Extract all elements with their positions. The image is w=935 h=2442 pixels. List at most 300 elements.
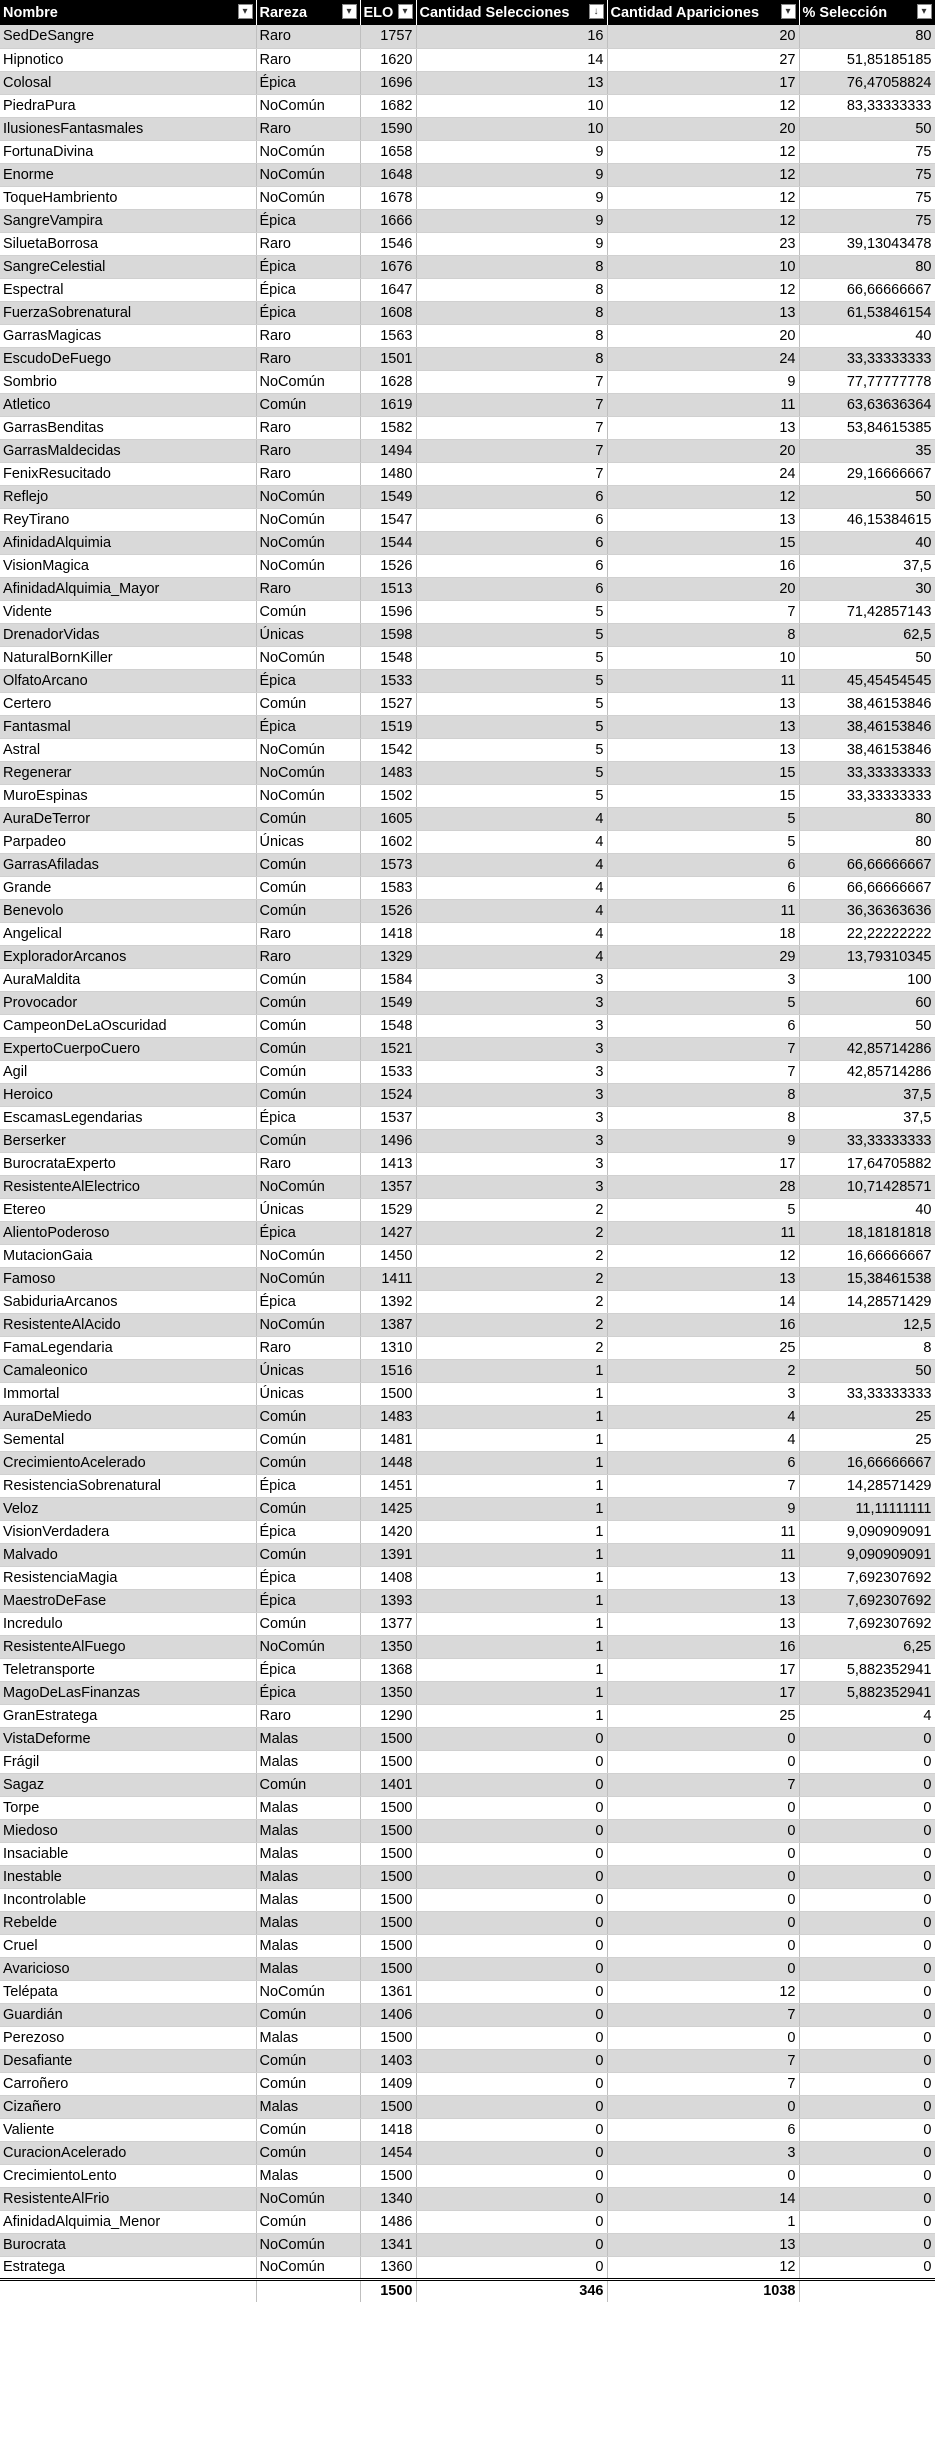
cell-porcentaje-seleccion[interactable]: 29,16666667 [799, 462, 935, 485]
cell-rareza[interactable]: Únicas [256, 1198, 360, 1221]
total-cantidad-apariciones[interactable]: 1038 [607, 2279, 799, 2302]
cell-nombre[interactable]: ExpertoCuerpoCuero [0, 1037, 256, 1060]
cell-cantidad-selecciones[interactable]: 4 [416, 899, 607, 922]
column-header-rareza[interactable] [256, 0, 360, 25]
cell-rareza[interactable]: Épica [256, 1658, 360, 1681]
cell-rareza[interactable]: Común [256, 2049, 360, 2072]
cell-cantidad-selecciones[interactable]: 0 [416, 1842, 607, 1865]
cell-porcentaje-seleccion[interactable]: 66,66666667 [799, 876, 935, 899]
cell-elo[interactable]: 1451 [360, 1474, 416, 1497]
cell-elo[interactable]: 1658 [360, 140, 416, 163]
cell-cantidad-apariciones[interactable]: 0 [607, 2026, 799, 2049]
cell-porcentaje-seleccion[interactable]: 0 [799, 2026, 935, 2049]
cell-porcentaje-seleccion[interactable]: 42,85714286 [799, 1037, 935, 1060]
cell-elo[interactable]: 1448 [360, 1451, 416, 1474]
cell-porcentaje-seleccion[interactable]: 0 [799, 2233, 935, 2256]
cell-elo[interactable]: 1500 [360, 1865, 416, 1888]
cell-cantidad-selecciones[interactable]: 8 [416, 301, 607, 324]
cell-elo[interactable]: 1516 [360, 1359, 416, 1382]
cell-rareza[interactable]: Épica [256, 669, 360, 692]
cell-cantidad-selecciones[interactable]: 5 [416, 623, 607, 646]
cell-cantidad-selecciones[interactable]: 4 [416, 922, 607, 945]
cell-nombre[interactable]: GarrasBenditas [0, 416, 256, 439]
cell-elo[interactable]: 1500 [360, 2095, 416, 2118]
cell-rareza[interactable]: Común [256, 2210, 360, 2233]
cell-cantidad-apariciones[interactable]: 8 [607, 1106, 799, 1129]
cell-porcentaje-seleccion[interactable]: 0 [799, 2256, 935, 2279]
total-porcentaje-seleccion[interactable] [799, 2279, 935, 2302]
cell-cantidad-apariciones[interactable]: 0 [607, 1842, 799, 1865]
cell-nombre[interactable]: Insaciable [0, 1842, 256, 1865]
cell-rareza[interactable]: Raro [256, 48, 360, 71]
cell-rareza[interactable]: Épica [256, 1474, 360, 1497]
cell-porcentaje-seleccion[interactable]: 38,46153846 [799, 715, 935, 738]
cell-porcentaje-seleccion[interactable]: 7,692307692 [799, 1566, 935, 1589]
cell-rareza[interactable]: Raro [256, 922, 360, 945]
cell-cantidad-apariciones[interactable]: 16 [607, 1635, 799, 1658]
cell-cantidad-apariciones[interactable]: 9 [607, 1129, 799, 1152]
cell-cantidad-selecciones[interactable]: 1 [416, 1589, 607, 1612]
cell-cantidad-apariciones[interactable]: 13 [607, 508, 799, 531]
cell-nombre[interactable]: NaturalBornKiller [0, 646, 256, 669]
cell-nombre[interactable]: Astral [0, 738, 256, 761]
cell-nombre[interactable]: Sagaz [0, 1773, 256, 1796]
cell-cantidad-selecciones[interactable]: 3 [416, 1060, 607, 1083]
cell-cantidad-selecciones[interactable]: 2 [416, 1221, 607, 1244]
cell-elo[interactable]: 1392 [360, 1290, 416, 1313]
cell-cantidad-apariciones[interactable]: 28 [607, 1175, 799, 1198]
cell-rareza[interactable]: Común [256, 968, 360, 991]
cell-nombre[interactable]: VisionVerdadera [0, 1520, 256, 1543]
cell-elo[interactable]: 1500 [360, 1842, 416, 1865]
cell-cantidad-apariciones[interactable]: 17 [607, 1658, 799, 1681]
cell-cantidad-selecciones[interactable]: 0 [416, 2187, 607, 2210]
cell-rareza[interactable]: Común [256, 2003, 360, 2026]
cell-rareza[interactable]: Épica [256, 209, 360, 232]
cell-cantidad-selecciones[interactable]: 1 [416, 1681, 607, 1704]
cell-nombre[interactable]: SiluetaBorrosa [0, 232, 256, 255]
cell-cantidad-apariciones[interactable]: 12 [607, 140, 799, 163]
filter-dropdown-icon[interactable]: ▾ [398, 4, 413, 19]
cell-elo[interactable]: 1401 [360, 1773, 416, 1796]
cell-porcentaje-seleccion[interactable]: 9,090909091 [799, 1543, 935, 1566]
cell-rareza[interactable]: Épica [256, 1221, 360, 1244]
cell-elo[interactable]: 1524 [360, 1083, 416, 1106]
cell-elo[interactable]: 1583 [360, 876, 416, 899]
cell-porcentaje-seleccion[interactable]: 7,692307692 [799, 1612, 935, 1635]
cell-cantidad-selecciones[interactable]: 3 [416, 1175, 607, 1198]
cell-rareza[interactable]: NoComún [256, 485, 360, 508]
cell-cantidad-apariciones[interactable]: 14 [607, 1290, 799, 1313]
cell-rareza[interactable]: NoComún [256, 1313, 360, 1336]
cell-elo[interactable]: 1647 [360, 278, 416, 301]
cell-porcentaje-seleccion[interactable]: 40 [799, 1198, 935, 1221]
cell-porcentaje-seleccion[interactable]: 33,33333333 [799, 1382, 935, 1405]
cell-nombre[interactable]: AlientoPoderoso [0, 1221, 256, 1244]
cell-cantidad-apariciones[interactable]: 13 [607, 1589, 799, 1612]
cell-elo[interactable]: 1409 [360, 2072, 416, 2095]
cell-rareza[interactable]: Común [256, 991, 360, 1014]
cell-porcentaje-seleccion[interactable]: 12,5 [799, 1313, 935, 1336]
cell-cantidad-selecciones[interactable]: 2 [416, 1267, 607, 1290]
cell-rareza[interactable]: NoComún [256, 1244, 360, 1267]
cell-porcentaje-seleccion[interactable]: 76,47058824 [799, 71, 935, 94]
cell-rareza[interactable]: Malas [256, 2026, 360, 2049]
cell-elo[interactable]: 1357 [360, 1175, 416, 1198]
cell-rareza[interactable]: Malas [256, 1888, 360, 1911]
cell-porcentaje-seleccion[interactable]: 37,5 [799, 1083, 935, 1106]
cell-rareza[interactable]: Raro [256, 117, 360, 140]
cell-cantidad-apariciones[interactable]: 20 [607, 25, 799, 48]
cell-cantidad-apariciones[interactable]: 11 [607, 393, 799, 416]
cell-elo[interactable]: 1368 [360, 1658, 416, 1681]
cell-cantidad-apariciones[interactable]: 0 [607, 1934, 799, 1957]
cell-rareza[interactable]: NoComún [256, 1980, 360, 2003]
cell-nombre[interactable]: Colosal [0, 71, 256, 94]
cell-rareza[interactable]: Únicas [256, 1359, 360, 1382]
cell-elo[interactable]: 1387 [360, 1313, 416, 1336]
cell-nombre[interactable]: MutacionGaia [0, 1244, 256, 1267]
cell-cantidad-selecciones[interactable]: 9 [416, 186, 607, 209]
cell-elo[interactable]: 1590 [360, 117, 416, 140]
cell-elo[interactable]: 1350 [360, 1681, 416, 1704]
cell-cantidad-apariciones[interactable]: 13 [607, 1612, 799, 1635]
cell-nombre[interactable]: FortunaDivina [0, 140, 256, 163]
cell-rareza[interactable]: Común [256, 393, 360, 416]
cell-rareza[interactable]: NoComún [256, 2187, 360, 2210]
cell-nombre[interactable]: Guardián [0, 2003, 256, 2026]
cell-cantidad-apariciones[interactable]: 11 [607, 1543, 799, 1566]
cell-nombre[interactable]: CrecimientoAcelerado [0, 1451, 256, 1474]
total-rareza[interactable] [256, 2279, 360, 2302]
cell-cantidad-selecciones[interactable]: 1 [416, 1566, 607, 1589]
cell-cantidad-selecciones[interactable]: 2 [416, 1198, 607, 1221]
cell-elo[interactable]: 1519 [360, 715, 416, 738]
cell-nombre[interactable]: Benevolo [0, 899, 256, 922]
cell-elo[interactable]: 1605 [360, 807, 416, 830]
cell-rareza[interactable]: NoComún [256, 140, 360, 163]
cell-elo[interactable]: 1361 [360, 1980, 416, 2003]
cell-porcentaje-seleccion[interactable]: 71,42857143 [799, 600, 935, 623]
cell-cantidad-selecciones[interactable]: 0 [416, 1888, 607, 1911]
cell-cantidad-selecciones[interactable]: 1 [416, 1382, 607, 1405]
cell-cantidad-selecciones[interactable]: 1 [416, 1520, 607, 1543]
cell-rareza[interactable]: Común [256, 1083, 360, 1106]
cell-cantidad-selecciones[interactable]: 5 [416, 738, 607, 761]
cell-cantidad-selecciones[interactable]: 8 [416, 278, 607, 301]
cell-rareza[interactable]: Épica [256, 278, 360, 301]
cell-nombre[interactable]: Fantasmal [0, 715, 256, 738]
cell-elo[interactable]: 1619 [360, 393, 416, 416]
cell-elo[interactable]: 1513 [360, 577, 416, 600]
cell-cantidad-selecciones[interactable]: 1 [416, 1474, 607, 1497]
cell-cantidad-selecciones[interactable]: 0 [416, 1934, 607, 1957]
cell-cantidad-apariciones[interactable]: 6 [607, 2118, 799, 2141]
cell-elo[interactable]: 1547 [360, 508, 416, 531]
cell-porcentaje-seleccion[interactable]: 80 [799, 25, 935, 48]
cell-cantidad-apariciones[interactable]: 13 [607, 2233, 799, 2256]
cell-cantidad-apariciones[interactable]: 7 [607, 2003, 799, 2026]
cell-nombre[interactable]: Grande [0, 876, 256, 899]
cell-porcentaje-seleccion[interactable]: 0 [799, 1819, 935, 1842]
cell-nombre[interactable]: Reflejo [0, 485, 256, 508]
cell-rareza[interactable]: Épica [256, 255, 360, 278]
cell-cantidad-apariciones[interactable]: 7 [607, 1037, 799, 1060]
cell-nombre[interactable]: EscamasLegendarias [0, 1106, 256, 1129]
cell-rareza[interactable]: NoComún [256, 761, 360, 784]
cell-nombre[interactable]: Famoso [0, 1267, 256, 1290]
cell-rareza[interactable]: Común [256, 2118, 360, 2141]
cell-cantidad-apariciones[interactable]: 0 [607, 1727, 799, 1750]
cell-porcentaje-seleccion[interactable]: 16,66666667 [799, 1244, 935, 1267]
cell-porcentaje-seleccion[interactable]: 0 [799, 1796, 935, 1819]
cell-elo[interactable]: 1527 [360, 692, 416, 715]
cell-cantidad-selecciones[interactable]: 3 [416, 1152, 607, 1175]
cell-cantidad-apariciones[interactable]: 17 [607, 1152, 799, 1175]
cell-nombre[interactable]: FuerzaSobrenatural [0, 301, 256, 324]
total-elo[interactable]: 1500 [360, 2279, 416, 2302]
cell-elo[interactable]: 1408 [360, 1566, 416, 1589]
cell-cantidad-apariciones[interactable]: 13 [607, 692, 799, 715]
cell-porcentaje-seleccion[interactable]: 35 [799, 439, 935, 462]
cell-porcentaje-seleccion[interactable]: 30 [799, 577, 935, 600]
cell-rareza[interactable]: NoComún [256, 94, 360, 117]
cell-rareza[interactable]: Raro [256, 1704, 360, 1727]
cell-elo[interactable]: 1628 [360, 370, 416, 393]
cell-elo[interactable]: 1500 [360, 1819, 416, 1842]
cell-porcentaje-seleccion[interactable]: 50 [799, 646, 935, 669]
cell-cantidad-selecciones[interactable]: 9 [416, 163, 607, 186]
cell-nombre[interactable]: Espectral [0, 278, 256, 301]
cell-porcentaje-seleccion[interactable]: 11,11111111 [799, 1497, 935, 1520]
cell-cantidad-selecciones[interactable]: 8 [416, 347, 607, 370]
cell-nombre[interactable]: Carroñero [0, 2072, 256, 2095]
cell-rareza[interactable]: Común [256, 853, 360, 876]
cell-elo[interactable]: 1598 [360, 623, 416, 646]
total-nombre[interactable] [0, 2279, 256, 2302]
cell-nombre[interactable]: FamaLegendaria [0, 1336, 256, 1359]
cell-cantidad-apariciones[interactable]: 15 [607, 761, 799, 784]
cell-cantidad-apariciones[interactable]: 20 [607, 324, 799, 347]
cell-nombre[interactable]: Incredulo [0, 1612, 256, 1635]
cell-cantidad-selecciones[interactable]: 14 [416, 48, 607, 71]
cell-nombre[interactable]: Berserker [0, 1129, 256, 1152]
cell-porcentaje-seleccion[interactable]: 53,84615385 [799, 416, 935, 439]
cell-porcentaje-seleccion[interactable]: 0 [799, 2003, 935, 2026]
cell-cantidad-apariciones[interactable]: 12 [607, 94, 799, 117]
cell-nombre[interactable]: FenixResucitado [0, 462, 256, 485]
cell-elo[interactable]: 1573 [360, 853, 416, 876]
cell-rareza[interactable]: Común [256, 1773, 360, 1796]
cell-nombre[interactable]: ExploradorArcanos [0, 945, 256, 968]
cell-rareza[interactable]: Común [256, 2141, 360, 2164]
cell-nombre[interactable]: AuraDeTerror [0, 807, 256, 830]
cell-cantidad-apariciones[interactable]: 0 [607, 1865, 799, 1888]
cell-cantidad-apariciones[interactable]: 7 [607, 2072, 799, 2095]
cell-porcentaje-seleccion[interactable]: 75 [799, 186, 935, 209]
cell-elo[interactable]: 1500 [360, 1957, 416, 1980]
cell-rareza[interactable]: Común [256, 1129, 360, 1152]
cell-elo[interactable]: 1310 [360, 1336, 416, 1359]
cell-elo[interactable]: 1500 [360, 1796, 416, 1819]
cell-porcentaje-seleccion[interactable]: 61,53846154 [799, 301, 935, 324]
cell-nombre[interactable]: Frágil [0, 1750, 256, 1773]
cell-cantidad-selecciones[interactable]: 5 [416, 761, 607, 784]
cell-porcentaje-seleccion[interactable]: 14,28571429 [799, 1290, 935, 1313]
cell-porcentaje-seleccion[interactable]: 37,5 [799, 554, 935, 577]
cell-cantidad-apariciones[interactable]: 0 [607, 1796, 799, 1819]
cell-rareza[interactable]: Común [256, 1405, 360, 1428]
cell-cantidad-apariciones[interactable]: 9 [607, 1497, 799, 1520]
cell-rareza[interactable]: Raro [256, 462, 360, 485]
cell-nombre[interactable]: Incontrolable [0, 1888, 256, 1911]
cell-elo[interactable]: 1521 [360, 1037, 416, 1060]
cell-cantidad-apariciones[interactable]: 1 [607, 2210, 799, 2233]
cell-cantidad-selecciones[interactable]: 0 [416, 2210, 607, 2233]
cell-porcentaje-seleccion[interactable]: 37,5 [799, 1106, 935, 1129]
cell-elo[interactable]: 1483 [360, 1405, 416, 1428]
cell-porcentaje-seleccion[interactable]: 0 [799, 2072, 935, 2095]
cell-nombre[interactable]: VisionMagica [0, 554, 256, 577]
cell-cantidad-apariciones[interactable]: 12 [607, 278, 799, 301]
total-cantidad-selecciones[interactable]: 346 [416, 2279, 607, 2302]
cell-nombre[interactable]: Enorme [0, 163, 256, 186]
cell-porcentaje-seleccion[interactable]: 38,46153846 [799, 738, 935, 761]
cell-elo[interactable]: 1596 [360, 600, 416, 623]
cell-elo[interactable]: 1529 [360, 1198, 416, 1221]
cell-cantidad-apariciones[interactable]: 27 [607, 48, 799, 71]
cell-porcentaje-seleccion[interactable]: 8 [799, 1336, 935, 1359]
cell-cantidad-selecciones[interactable]: 4 [416, 830, 607, 853]
cell-elo[interactable]: 1360 [360, 2256, 416, 2279]
cell-cantidad-apariciones[interactable]: 0 [607, 1911, 799, 1934]
cell-rareza[interactable]: Raro [256, 1336, 360, 1359]
cell-cantidad-apariciones[interactable]: 12 [607, 186, 799, 209]
cell-porcentaje-seleccion[interactable]: 4 [799, 1704, 935, 1727]
cell-rareza[interactable]: NoComún [256, 1267, 360, 1290]
cell-nombre[interactable]: Veloz [0, 1497, 256, 1520]
cell-rareza[interactable]: NoComún [256, 370, 360, 393]
cell-elo[interactable]: 1500 [360, 1888, 416, 1911]
cell-nombre[interactable]: AuraDeMiedo [0, 1405, 256, 1428]
cell-cantidad-apariciones[interactable]: 0 [607, 1957, 799, 1980]
cell-elo[interactable]: 1391 [360, 1543, 416, 1566]
cell-porcentaje-seleccion[interactable]: 33,33333333 [799, 784, 935, 807]
cell-rareza[interactable]: Común [256, 1543, 360, 1566]
cell-porcentaje-seleccion[interactable]: 51,85185185 [799, 48, 935, 71]
cell-elo[interactable]: 1500 [360, 2164, 416, 2187]
column-header-nombre[interactable] [0, 0, 256, 25]
cell-porcentaje-seleccion[interactable]: 0 [799, 1842, 935, 1865]
column-header-elo[interactable] [360, 0, 416, 25]
filter-dropdown-icon[interactable]: ▾ [781, 4, 796, 19]
cell-porcentaje-seleccion[interactable]: 0 [799, 1773, 935, 1796]
filter-dropdown-icon[interactable]: ▾ [342, 4, 357, 19]
cell-nombre[interactable]: CampeonDeLaOscuridad [0, 1014, 256, 1037]
cell-cantidad-apariciones[interactable]: 5 [607, 807, 799, 830]
cell-porcentaje-seleccion[interactable]: 50 [799, 485, 935, 508]
cell-rareza[interactable]: NoComún [256, 163, 360, 186]
cell-nombre[interactable]: Provocador [0, 991, 256, 1014]
cell-nombre[interactable]: AfinidadAlquimia [0, 531, 256, 554]
cell-porcentaje-seleccion[interactable]: 13,79310345 [799, 945, 935, 968]
cell-cantidad-selecciones[interactable]: 16 [416, 25, 607, 48]
cell-porcentaje-seleccion[interactable]: 0 [799, 1750, 935, 1773]
cell-cantidad-selecciones[interactable]: 9 [416, 209, 607, 232]
cell-elo[interactable]: 1494 [360, 439, 416, 462]
cell-rareza[interactable]: Común [256, 2072, 360, 2095]
cell-cantidad-selecciones[interactable]: 3 [416, 1037, 607, 1060]
cell-rareza[interactable]: Malas [256, 1865, 360, 1888]
cell-cantidad-selecciones[interactable]: 2 [416, 1313, 607, 1336]
cell-rareza[interactable]: Épica [256, 301, 360, 324]
cell-cantidad-selecciones[interactable]: 9 [416, 140, 607, 163]
cell-elo[interactable]: 1500 [360, 1911, 416, 1934]
cell-cantidad-selecciones[interactable]: 1 [416, 1612, 607, 1635]
cell-elo[interactable]: 1411 [360, 1267, 416, 1290]
cell-nombre[interactable]: AfinidadAlquimia_Menor [0, 2210, 256, 2233]
cell-elo[interactable]: 1377 [360, 1612, 416, 1635]
cell-elo[interactable]: 1427 [360, 1221, 416, 1244]
cell-nombre[interactable]: DrenadorVidas [0, 623, 256, 646]
cell-cantidad-apariciones[interactable]: 6 [607, 1451, 799, 1474]
cell-elo[interactable]: 1500 [360, 1382, 416, 1405]
cell-cantidad-apariciones[interactable]: 15 [607, 531, 799, 554]
cell-nombre[interactable]: BurocrataExperto [0, 1152, 256, 1175]
cell-porcentaje-seleccion[interactable]: 80 [799, 255, 935, 278]
cell-cantidad-selecciones[interactable]: 7 [416, 370, 607, 393]
cell-cantidad-selecciones[interactable]: 3 [416, 1129, 607, 1152]
cell-nombre[interactable]: Agil [0, 1060, 256, 1083]
cell-nombre[interactable]: Atletico [0, 393, 256, 416]
cell-cantidad-selecciones[interactable]: 4 [416, 945, 607, 968]
cell-elo[interactable]: 1329 [360, 945, 416, 968]
cell-cantidad-selecciones[interactable]: 5 [416, 669, 607, 692]
cell-cantidad-apariciones[interactable]: 7 [607, 600, 799, 623]
cell-porcentaje-seleccion[interactable]: 0 [799, 2210, 935, 2233]
cell-cantidad-apariciones[interactable]: 25 [607, 1336, 799, 1359]
cell-porcentaje-seleccion[interactable]: 0 [799, 1865, 935, 1888]
cell-elo[interactable]: 1393 [360, 1589, 416, 1612]
cell-cantidad-selecciones[interactable]: 2 [416, 1290, 607, 1313]
cell-porcentaje-seleccion[interactable]: 16,66666667 [799, 1451, 935, 1474]
cell-nombre[interactable]: ResistenciaSobrenatural [0, 1474, 256, 1497]
cell-cantidad-selecciones[interactable]: 0 [416, 1750, 607, 1773]
cell-cantidad-selecciones[interactable]: 6 [416, 485, 607, 508]
cell-cantidad-selecciones[interactable]: 0 [416, 2118, 607, 2141]
cell-cantidad-selecciones[interactable]: 0 [416, 1796, 607, 1819]
cell-cantidad-selecciones[interactable]: 3 [416, 968, 607, 991]
cell-rareza[interactable]: NoComún [256, 554, 360, 577]
cell-porcentaje-seleccion[interactable]: 38,46153846 [799, 692, 935, 715]
cell-nombre[interactable]: Estratega [0, 2256, 256, 2279]
cell-cantidad-apariciones[interactable]: 29 [607, 945, 799, 968]
cell-cantidad-apariciones[interactable]: 11 [607, 1520, 799, 1543]
cell-cantidad-selecciones[interactable]: 4 [416, 876, 607, 899]
cell-nombre[interactable]: ResistenteAlFuego [0, 1635, 256, 1658]
cell-nombre[interactable]: Etereo [0, 1198, 256, 1221]
cell-cantidad-selecciones[interactable]: 0 [416, 1865, 607, 1888]
cell-cantidad-selecciones[interactable]: 0 [416, 2026, 607, 2049]
cell-porcentaje-seleccion[interactable]: 14,28571429 [799, 1474, 935, 1497]
cell-cantidad-apariciones[interactable]: 12 [607, 485, 799, 508]
cell-cantidad-apariciones[interactable]: 7 [607, 2049, 799, 2072]
cell-cantidad-selecciones[interactable]: 1 [416, 1405, 607, 1428]
cell-cantidad-apariciones[interactable]: 13 [607, 715, 799, 738]
cell-cantidad-selecciones[interactable]: 0 [416, 1727, 607, 1750]
cell-rareza[interactable]: Malas [256, 2164, 360, 2187]
cell-rareza[interactable]: Común [256, 1060, 360, 1083]
